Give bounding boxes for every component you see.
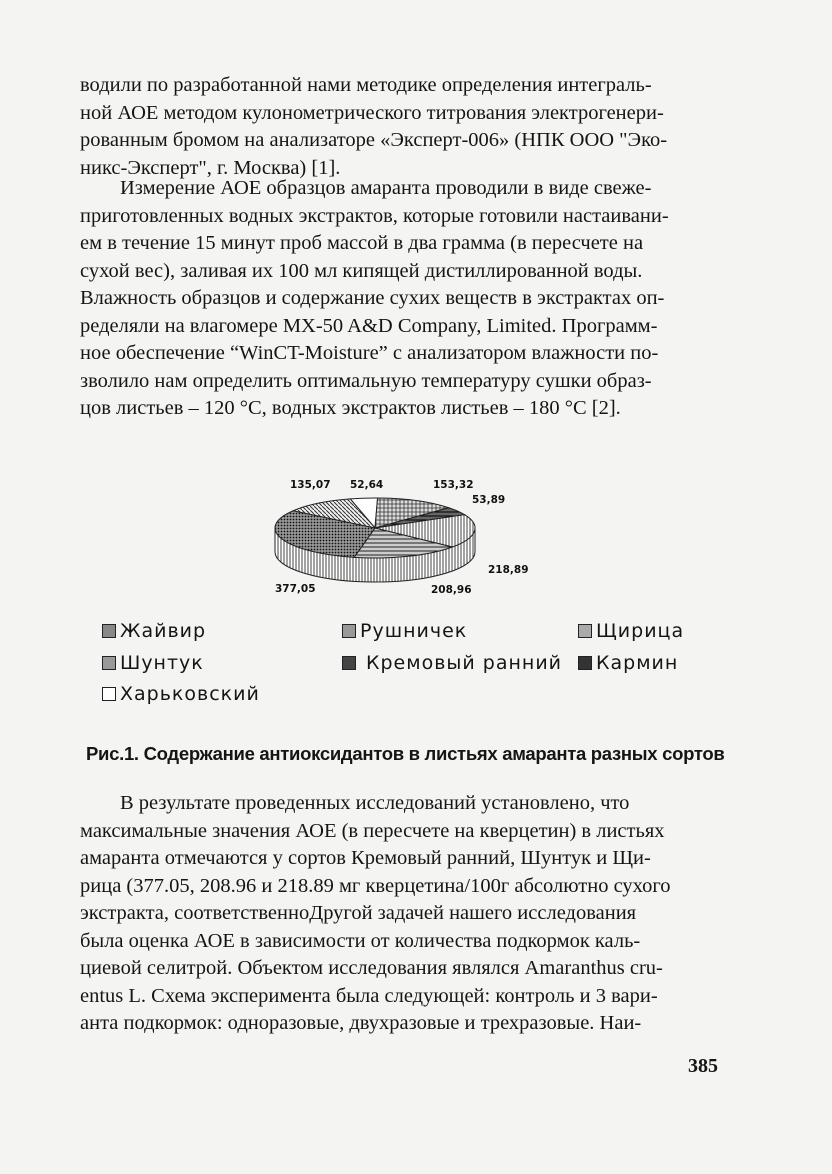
text-line: entus L. Схема эксперимента была следующей: контроль и 3 вари-	[80, 984, 658, 1007]
pie-slice-label: 208,96	[431, 584, 472, 596]
text-line: никс-Эксперт", г. Москва) [1].	[80, 156, 341, 179]
legend-label: Кремовый ранний	[366, 652, 563, 674]
legend-label: Кармин	[596, 652, 679, 674]
text-line: максимальные значения АОЕ (в пересчете на кверцетин) в листьях	[80, 819, 665, 842]
text-line: ределяли на влагомере MX-50 A&D Company, Limited. Программ-	[80, 314, 658, 337]
text-line: водили по разработанной нами методике определения интеграль-	[80, 74, 652, 96]
pie-chart-svg	[250, 470, 580, 610]
legend-swatch	[578, 656, 592, 670]
pie-slice-label: 52,64	[350, 479, 384, 491]
legend-swatch	[342, 624, 356, 638]
legend-swatch	[578, 624, 592, 638]
legend-swatch	[102, 624, 116, 638]
legend-item	[102, 683, 260, 705]
paragraph-1	[80, 72, 725, 182]
text-line: рица (377.05, 208.96 и 218.89 мг кверцетина/100г абсолютно сухого	[80, 874, 671, 897]
text-line: В результате проведенных исследований установлено, что	[120, 792, 630, 814]
legend-swatch	[342, 656, 356, 670]
text-line: ное обеспечение “WinCT-Moisture” с анализатором влажности по-	[80, 342, 659, 364]
text-line: анта подкормок: одноразовые, двухразовые и трехразовые. Наи-	[80, 1012, 642, 1034]
pie-chart	[250, 470, 580, 610]
paragraph-2	[80, 175, 725, 423]
text-line: цов листьев – 120 °С, водных экстрактов листьев – 180 °С [2].	[80, 397, 621, 419]
pie-slice-label: 153,32	[433, 479, 474, 491]
legend-item	[342, 652, 562, 674]
legend-label: Харьковский	[120, 683, 260, 705]
legend-item	[102, 652, 204, 674]
pie-slice-label: 377,05	[275, 583, 316, 595]
figure-caption: Рис.1. Содержание антиоксидантов в листьях амаранта разных сортов	[86, 743, 725, 764]
legend-label: Шунтук	[120, 652, 204, 674]
legend-item	[102, 620, 206, 642]
legend-label: Щирица	[596, 620, 685, 642]
legend-item	[342, 620, 467, 642]
text-line: ной АОЕ методом кулонометрического титрования электрогенери-	[80, 101, 664, 124]
text-line: была оценка АОЕ в зависимости от количества подкормок каль-	[80, 929, 641, 952]
text-line: ем в течение 15 минут проб массой в два грамма (в пересчете на	[80, 232, 644, 254]
page-number: 385	[688, 1055, 718, 1077]
pie-slice-label: 135,07	[290, 479, 331, 491]
text-line: рованным бромом на анализаторе «Эксперт-006» (НПК ООО "Эко-	[80, 129, 668, 151]
text-line: Измерение АОЕ образцов амаранта проводили в виде свеже-	[120, 177, 652, 199]
legend-item	[578, 620, 684, 642]
text-line: Влажность образцов и содержание сухих веществ в экстрактах оп-	[80, 287, 665, 309]
pie-slice-label: 53,89	[472, 494, 506, 506]
text-line: амаранта отмечаются у сортов Кремовый ранний, Шунтук и Щи-	[80, 847, 651, 869]
legend-swatch	[102, 656, 116, 670]
legend-swatch	[102, 687, 116, 701]
legend-label: Жайвир	[120, 620, 207, 642]
text-line: приготовленных водных экстрактов, которые готовили настаивани-	[80, 204, 669, 227]
text-line: зволило нам определить оптимальную температуру сушки образ-	[80, 369, 652, 392]
text-line: экстракта, соответственноДругой задачей нашего исследования	[80, 902, 637, 924]
paragraph-3	[80, 790, 725, 1038]
legend-label: Рушничек	[360, 620, 468, 642]
text-line: сухой вес), заливая их 100 мл кипящей дистиллированной воды.	[80, 259, 643, 282]
legend-item	[578, 652, 678, 674]
text-line: циевой селитрой. Объектом исследования являлся Amaranthus cru-	[80, 957, 663, 979]
pie-slice-label: 218,89	[488, 564, 529, 576]
